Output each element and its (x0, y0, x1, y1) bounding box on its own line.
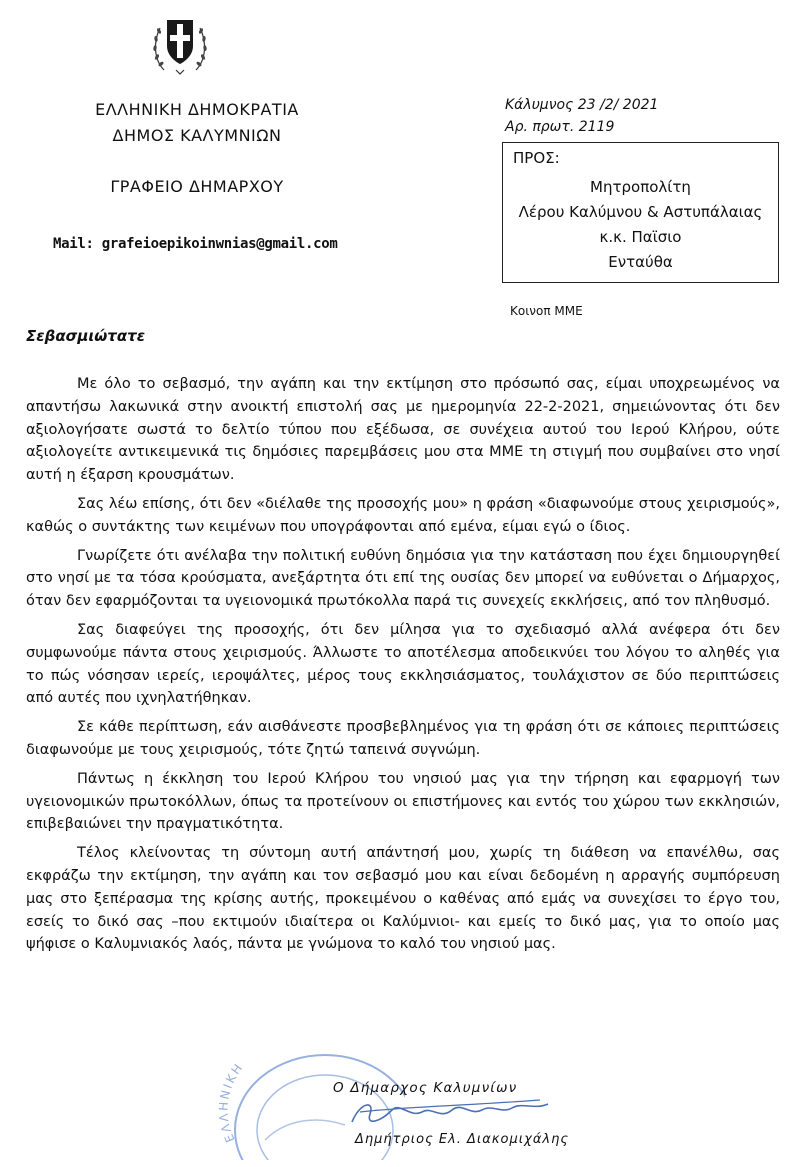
mail-label: Mail: (53, 236, 94, 252)
document-date: Κάλυμνος 23 /2/ 2021 (505, 97, 659, 113)
paragraph: Πάντως η έκκληση του Ιερού Κλήρου του νησιού μας για την τήρηση και εφαρμογή των υγειονομικών πρωτοκόλλων, όπως τα προτείνουν οι επιστήμονες και εντός του χώρου των εκκλησιών, επιβεβαιώνει την πραγματικότητα. (26, 770, 780, 833)
handwritten-signature-icon (340, 1092, 560, 1132)
paragraph: Με όλο το σεβασμό, την αγάπη και την εκτίμηση στο πρόσωπό σας, είμαι υποχρεωμένος να απαντήσω λακωνικά στην ανοικτή επιστολή σας με ημερομηνία 22-2-2021, σημειώνοντας ότι δεν αξιολογήσατε σωστά το δελτίο τύπου που εξέδωσα, σε συνέχεια αυτού του Ιερού Κλήρου, ούτε αξιολογείτε αντικειμενικά τις δημόσιες παρεμβάσεις μου στα ΜΜΕ τη στιγμή που συμβαίνει στο νησί αυτή η έξαρση κρουσμάτων. (26, 376, 780, 484)
letter-body (26, 373, 780, 956)
salutation: Σεβασμιώτατε (26, 327, 146, 345)
paragraph: Τέλος κλείνοντας τη σύντομη αυτή απάντησή μου, χωρίς τη διάθεση να επανέλθω, σας εκφράζω την εκτίμηση, την αγάπη και τον σεβασμό μου και είναι δεδομένη η αρραγής συμπόρευση μας στο ξεπέρασμα της κρίσης αυτής, προκειμένου ο καθένας από εμάς να συνεχίσει το έργο του, εσείς το δικό σας –που εκτιμούν ιδιαίτερα οι Καλύμνιοι- και εμείς το δικό μας, για το οποίο μας ψήφισε ο Καλυμνιακός λαός, πάντα με γνώμονα το καλό του νησιού μας. (26, 845, 780, 953)
cc-note: Κοινοπ ΜΜΕ (510, 304, 583, 318)
signer-name: Δημήτριος Ελ. Διακομιχάλης (355, 1132, 569, 1147)
recipient-line: κ.κ. Παϊσιο (599, 228, 682, 246)
paragraph: Γνωρίζετε ότι ανέλαβα την πολιτική ευθύνη δημόσια για την κατάσταση που έχει δημιουργηθεί στο νησί με τα τόσα κρούσματα, ανεξάρτητα ότι επί της ουσίας δεν μπορεί να ευθύνεται ο Δήμαρχος, όταν δεν εφαρμόζονται τα υγειονομικά πρωτόκολλα παρά τις συνεχείς εκκλήσεις, από τον πληθυσμό. (26, 547, 780, 610)
protocol-number: Αρ. πρωτ. 2119 (505, 119, 615, 135)
stamp-text: ΕΛΛΗΝΙΚΗ (216, 1059, 247, 1145)
recipient-box (502, 142, 779, 283)
recipient-lines (503, 175, 778, 275)
recipient-line: Ενταύθα (608, 253, 673, 271)
recipient-label: ΠΡΟΣ: (513, 149, 560, 167)
recipient-line: Λέρου Καλύμνου & Αστυπάλαιας (518, 203, 763, 221)
office-name: ΓΡΑΦΕΙΟ ΔΗΜΑΡΧΟΥ (110, 177, 284, 196)
paragraph: Σας διαφεύγει της προσοχής, ότι δεν μίλησα για το σχεδιασμό αλλά ανέφερα ότι δεν συμφωνούμε πάντα στους χειρισμούς. Άλλωστε το αποτέλεσμα αποδεικνύει του λόγου το αληθές για το πώς νόσησαν ιερείς, ιεροψάλτες, μέρος τους εκκλησιάσματος, τουλάχιστον σε δύο περιπτώσεις από αυτές που ιχνηλατήθηκαν. (26, 621, 780, 707)
signer-title: Ο Δήμαρχος Καλυμνίων (333, 1080, 518, 1096)
recipient-line: Μητροπολίτη (590, 178, 691, 196)
paragraph: Σε κάθε περίπτωση, εάν αισθάνεστε προσβεβλημένος για τη φράση ότι σε κάποιες περιπτώσεις διαφωνούμε με τους χειρισμούς, τότε ζητώ ταπεινά συγνώμη. (26, 719, 780, 758)
greek-coat-of-arms-icon (150, 12, 210, 76)
municipality-name: ΔΗΜΟΣ ΚΑΛΥΜΝΙΩΝ (112, 126, 282, 145)
mail-line (53, 236, 338, 252)
mail-address: grafeioepikoinwnias@gmail.com (101, 236, 338, 252)
paragraph: Σας λέω επίσης, ότι δεν «διέλαθε της προσοχής μου» η φράση «διαφωνούμε στους χειρισμούς», καθώς ο συντάκτης των κειμένων που υπογράφονται από εμένα, είμαι εγώ ο ίδιος. (26, 495, 780, 535)
country-name: ΕΛΛΗΝΙΚΗ ΔΗΜΟΚΡΑΤΙΑ (95, 100, 299, 119)
